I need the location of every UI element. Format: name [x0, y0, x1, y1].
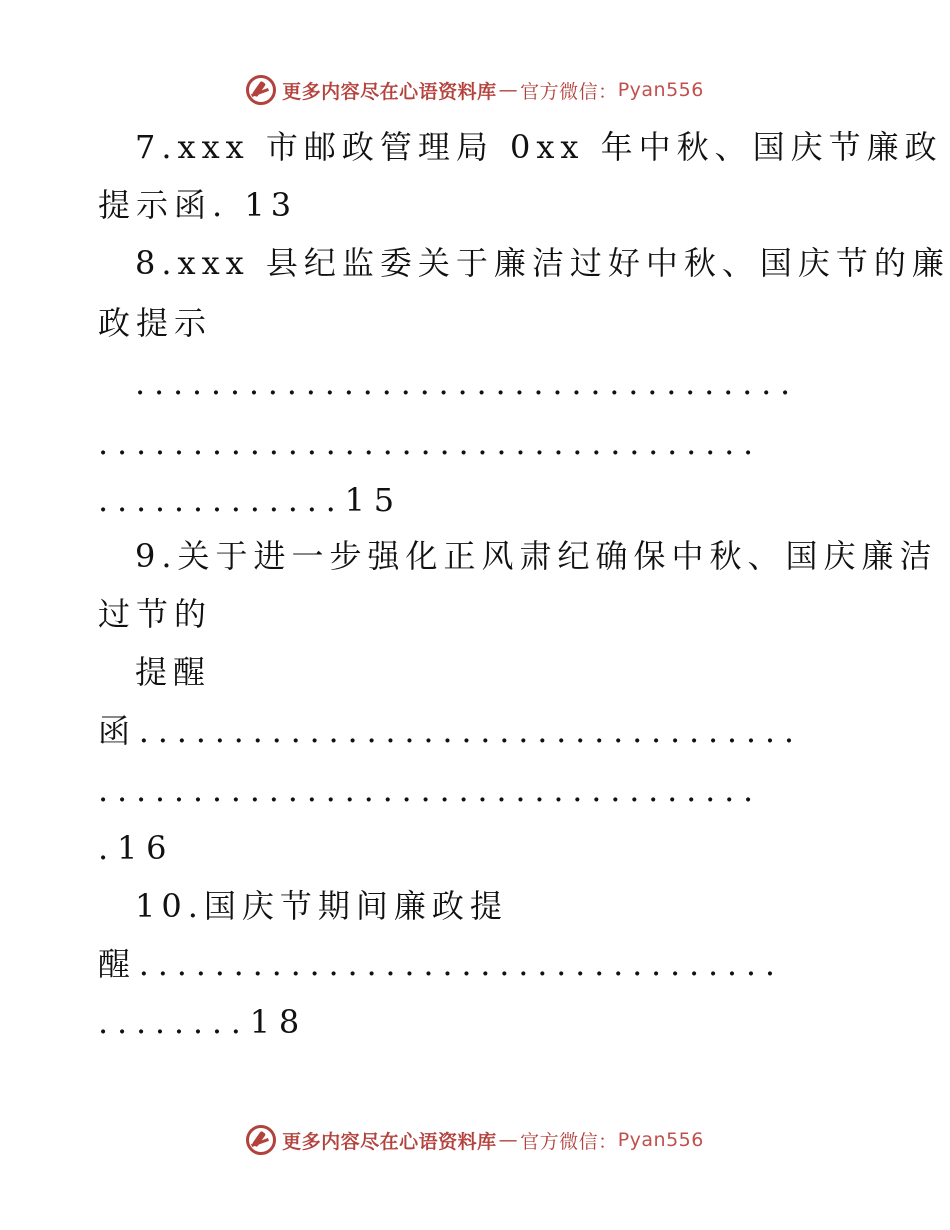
- footer-watermark: [0, 1120, 950, 1160]
- toc-entry-8-line1: 8.xxx 县纪监委关于廉洁过好中秋、国庆节的廉: [135, 244, 950, 282]
- toc-entry-7-line1: 7.xxx 市邮政管理局 0xx 年中秋、国庆节廉政: [135, 128, 943, 166]
- watermark-text: 更多内容尽在心语资料库: [282, 80, 497, 103]
- pen-logo-icon: [246, 1125, 276, 1155]
- toc-entry-8-leader1: ...................................: [135, 364, 800, 402]
- toc-entry-9-line2: 过节的: [98, 595, 213, 633]
- toc-entry-10-leader2: ........18: [98, 1003, 309, 1041]
- watermark-wechat-label: 官方微信：: [520, 80, 618, 103]
- watermark-dash: —: [498, 79, 519, 101]
- toc-entry-9-leader3: .16: [98, 829, 176, 867]
- watermark-wechat-id: Pyan556: [617, 1129, 704, 1151]
- header-watermark: [0, 70, 950, 110]
- toc-entry-8-line2: 政提示: [98, 304, 213, 342]
- watermark-text: 更多内容尽在心语资料库: [282, 1130, 497, 1153]
- watermark-wechat-id: Pyan556: [617, 79, 704, 101]
- toc-entry-9-leader2: ...................................: [98, 771, 763, 809]
- pen-logo-icon: [246, 75, 276, 105]
- toc-entry-9-line3: 提醒: [135, 653, 212, 691]
- watermark-wechat-label: 官方微信：: [520, 1130, 618, 1153]
- toc-entry-8-leader2: ...................................: [98, 424, 763, 462]
- toc-entry-9-line1: 9.关于进一步强化正风肃纪确保中秋、国庆廉洁: [135, 537, 938, 575]
- toc-entry-7-line2: 提示函. 13: [98, 186, 298, 224]
- watermark-dash: —: [498, 1129, 519, 1151]
- toc-entry-8-leader3: .............15: [98, 481, 403, 519]
- toc-entry-10-line1: 10.国庆节期间廉政提: [135, 887, 508, 925]
- toc-entry-9-leader1: 函...................................: [98, 712, 803, 750]
- toc-entry-10-leader1: 醒..................................: [98, 945, 784, 983]
